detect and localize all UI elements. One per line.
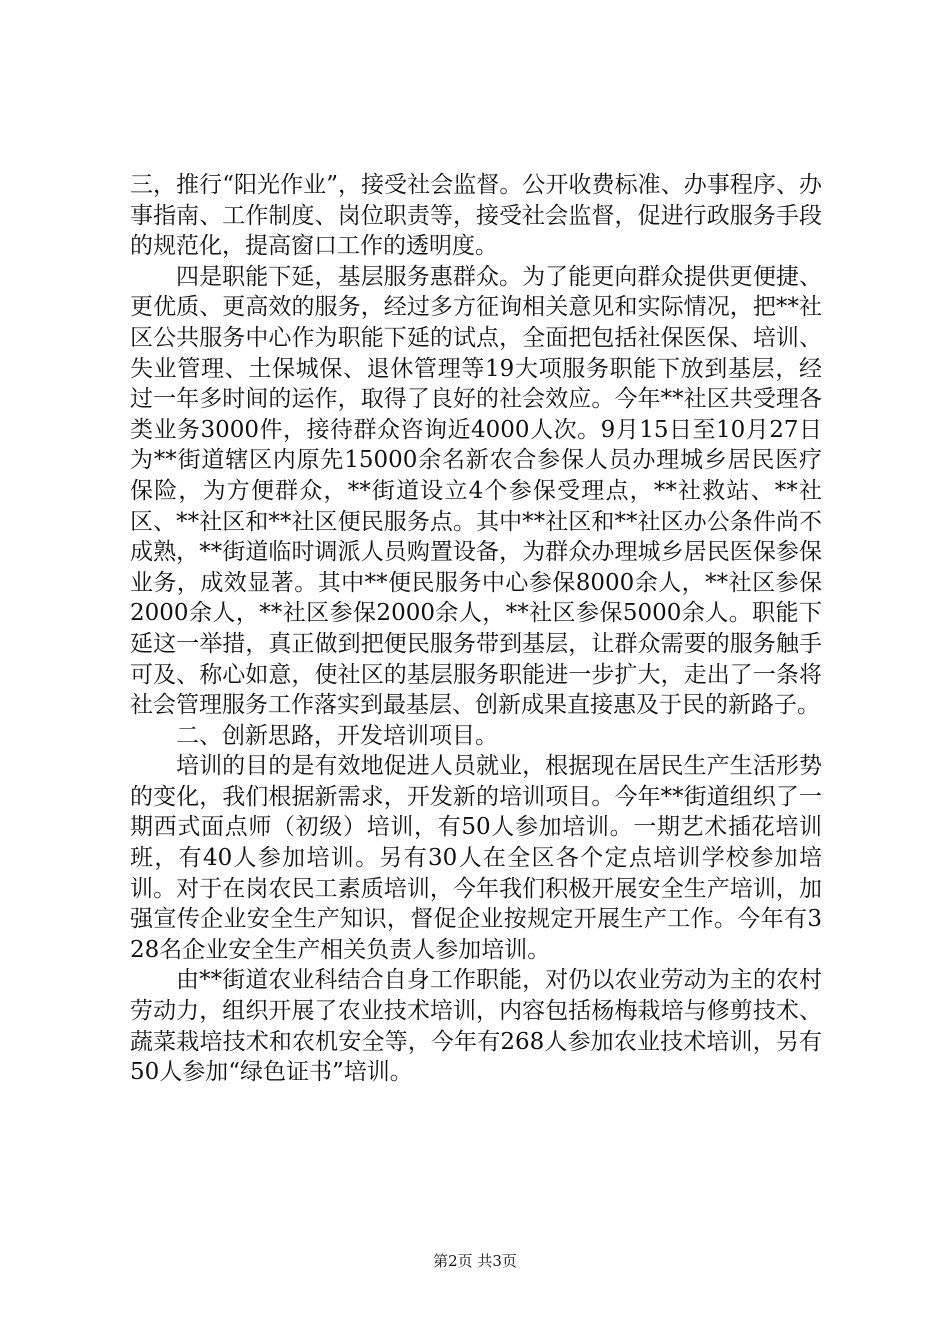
paragraph-function-extension: 四是职能下延，基层服务惠群众。为了能更向群众提供更便捷、更优质、更高效的服务，经过多方征询相关意见和实际情况，把**社区公共服务中心作为职能下延的试点，全面把包括社保医保、培训、失业管理、土保城保、退休管理等19大项服务职能下放到基层，经过一年多时间的运作，取得了良好的社会效应。今年**社区共受理各类业务3000件，接待群众咨询近4000人次。9月15日至10月27日为**街道辖区内原先15000余名新农合参保人员办理城乡居民医疗保险，为方便群众，**街道设立4个参保受理点，**社救站、**社区、**社区和**社区便民服务点。其中**社区和**社区办公条件尚不成熟，**街道临时调派人员购置设备，为群众办理城乡居民医保参保业务，成效显著。其中**便民服务中心参保8000余人，**社区参保2000余人，**社区参保2000余人，**社区参保5000余人。职能下延这一举措，真正做到把便民服务带到基层，让群众需要的服务触手可及、称心如意，使社区的基层服务职能进一步扩大，走出了一条将社会管理服务工作落实到最基层、创新成果直接惠及于民的新路子。 <box>130 263 822 719</box>
paragraph-agricultural-training: 由**街道农业科结合自身工作职能，对仍以农业劳动为主的农村劳动力，组织开展了农业技术培训，内容包括杨梅栽培与修剪技术、蔬菜栽培技术和农机安全等，今年有268人参加农业技术培训，另有50人参加“绿色证书”培训。 <box>130 967 822 1086</box>
page-number-footer: 第2页 共3页 <box>433 1252 517 1270</box>
paragraph-sunshine-operation: 三，推行“阳光作业”，接受社会监督。公开收费标准、办事程序、办事指南、工作制度、岗位职责等，接受社会监督，促进行政服务手段的规范化，提高窗口工作的透明度。 <box>130 172 822 260</box>
section-heading-training-projects: 二、创新思路，开发培训项目。 <box>176 722 498 749</box>
paragraph-training-purpose: 培训的目的是有效地促进人员就业，根据现在居民生产生活形势的变化，我们根据新需求，开发新的培训项目。今年**街道组织了一期西式面点师（初级）培训，有50人参加培训。一期艺术插花培训班，有40人参加培训。另有30人在全区各个定点培训学校参加培训。对于在岗农民工素质培训，今年我们积极开展安全生产培训，加强宣传企业安全生产知识，督促企业按规定开展生产工作。今年有328名企业安全生产相关负责人参加培训。 <box>130 753 822 963</box>
document-body <box>130 170 822 1088</box>
